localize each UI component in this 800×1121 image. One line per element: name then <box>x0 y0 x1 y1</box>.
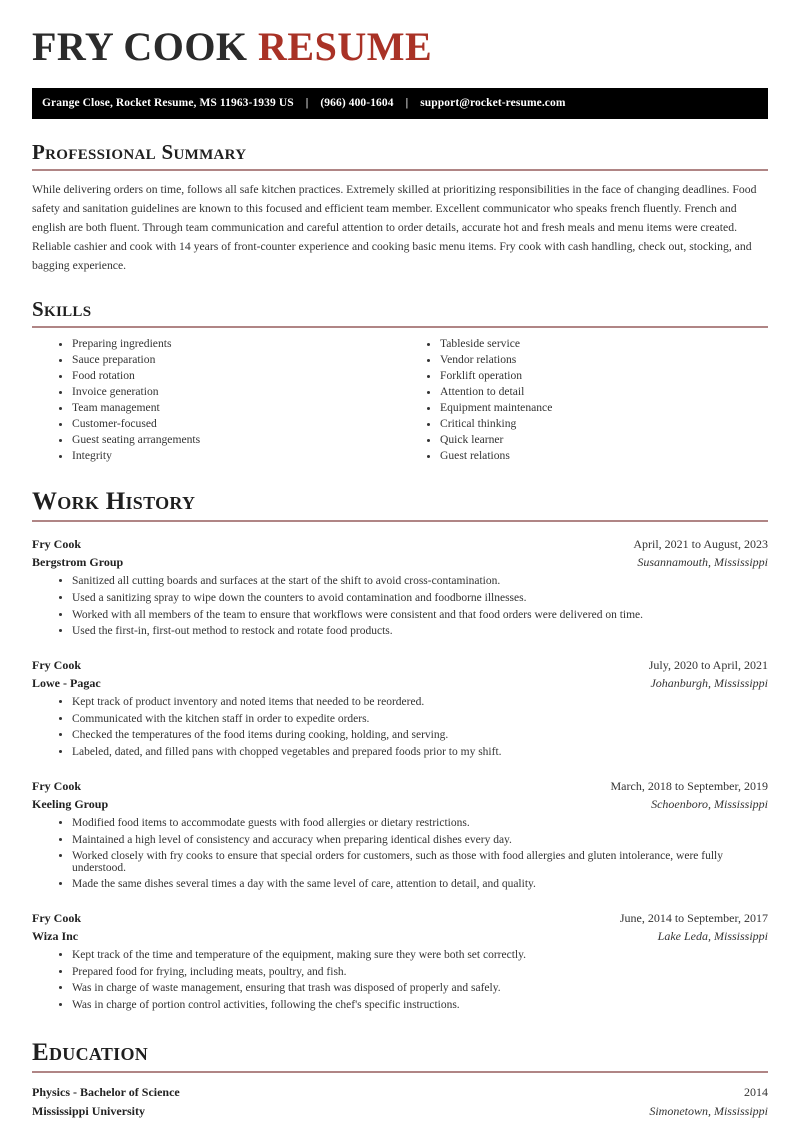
job-title: Fry Cook <box>32 537 81 552</box>
job-subheader-row <box>32 553 768 571</box>
job-bullet-list <box>32 950 768 1017</box>
list-item: • Worked closely with fry cooks to ensure that special orders for customers, such as those with food allergies and gluten intolerance, were fully understood. <box>72 851 768 879</box>
job-company: Bergstrom Group <box>32 555 124 570</box>
education-location: Simonetown, Mississippi <box>649 1103 768 1118</box>
skills-columns <box>32 338 768 466</box>
job-company: Wiza Inc <box>32 929 79 944</box>
job-bullet-list <box>32 697 768 764</box>
list-item: • Tableside service <box>440 338 768 354</box>
skills-column-right <box>400 338 768 466</box>
list-item: • Labeled, dated, and filled pans with chopped vegetables and prepared foods prior to my shift. <box>72 747 768 764</box>
contact-address: Grange Close, Rocket Resume, MS 11963-1939 US <box>42 97 294 109</box>
job-title: Fry Cook <box>32 778 81 793</box>
list-item: • Maintained a high level of consistency and accuracy when preparing identical dishes every day. <box>72 835 768 852</box>
job-subheader-row <box>32 674 768 692</box>
list-item: • Guest seating arrangements <box>72 434 400 450</box>
list-item: • Invoice generation <box>72 386 400 402</box>
job-title: Fry Cook <box>32 911 81 926</box>
section-divider <box>32 520 768 522</box>
job-header-row <box>32 777 768 795</box>
section-heading-skills: Skills <box>32 296 92 321</box>
job-dates: July, 2020 to April, 2021 <box>648 658 768 673</box>
job-entry <box>32 535 768 643</box>
list-item: • Guest relations <box>440 450 768 466</box>
section-divider <box>32 326 768 328</box>
title-accent: RESUME <box>258 24 433 69</box>
list-item: • Critical thinking <box>440 418 768 434</box>
list-item: • Worked with all members of the team to ensure that workflows were consistent and that food orders were delivered on time. <box>72 610 768 627</box>
list-item: • Food rotation <box>72 370 400 386</box>
title-primary: FRY COOK <box>32 24 248 69</box>
job-company: Lowe - Pagac <box>32 676 101 691</box>
contact-separator-2: | <box>405 97 409 109</box>
list-item: • Kept track of the time and temperature of the equipment, making sure they were both set correctly. <box>72 950 768 967</box>
section-professional-summary <box>32 141 768 276</box>
list-item: • Modified food items to accommodate guests with food allergies or dietary restrictions. <box>72 818 768 835</box>
job-bullet-list <box>32 576 768 643</box>
contact-separator-1: | <box>305 97 309 109</box>
education-year: 2014 <box>744 1085 768 1100</box>
list-item: • Used the first-in, first-out method to restock and rotate food products. <box>72 626 768 643</box>
education-entry <box>32 1083 768 1120</box>
section-skills <box>32 298 768 466</box>
list-item: • Customer-focused <box>72 418 400 434</box>
education-school: Mississippi University <box>32 1103 146 1118</box>
list-item: • Made the same dishes several times a day with the same level of care, attention to detail, and quality. <box>72 879 768 896</box>
section-heading-education: Education <box>32 1038 149 1066</box>
list-item: • Sauce preparation <box>72 354 400 370</box>
section-divider <box>32 169 768 171</box>
job-header-row <box>32 909 768 927</box>
section-heading-summary: Professional Summary <box>32 140 247 164</box>
section-heading-work-history: Work History <box>32 487 196 515</box>
skills-list-right <box>422 338 768 466</box>
list-item: • Was in charge of portion control activities, following the chef's specific instructions. <box>72 1000 768 1017</box>
list-item: • Checked the temperatures of the food items during cooking, holding, and serving. <box>72 730 768 747</box>
list-item: • Kept track of product inventory and noted items that needed to be reordered. <box>72 697 768 714</box>
job-bullet-list <box>32 818 768 896</box>
list-item: • Communicated with the kitchen staff in order to expedite orders. <box>72 714 768 731</box>
job-location: Susannamouth, Mississippi <box>637 555 768 570</box>
section-education <box>32 1039 768 1121</box>
job-dates: June, 2014 to September, 2017 <box>619 911 768 926</box>
skills-column-left <box>32 338 400 466</box>
job-subheader-row <box>32 927 768 945</box>
list-item: • Attention to detail <box>440 386 768 402</box>
list-item: • Team management <box>72 402 400 418</box>
job-title: Fry Cook <box>32 658 81 673</box>
job-dates: April, 2021 to August, 2023 <box>633 537 768 552</box>
list-item: • Preparing ingredients <box>72 338 400 354</box>
section-divider <box>32 1071 768 1073</box>
job-location: Lake Leda, Mississippi <box>657 929 768 944</box>
job-subheader-row <box>32 795 768 813</box>
summary-text: While delivering orders on time, follows all safe kitchen practices. Extremely skilled at prioritizing responsibilities in the face of changing deadlines. Food safety and sanitation guidelines are known to this focused and efficient team member. Excellent communicator who speaks french fluently. French and english are both fluent. Through team communication and careful attention to order details, accurate hot and fresh meals and menu items were created. Reliable cashier and cook with 14 years of front-counter experience and cooking basic menu items. Fry cook with cash handling, check out, stocking, and bagging experience. <box>32 183 757 272</box>
section-work-history <box>32 488 768 1017</box>
page-title <box>32 26 768 68</box>
job-entry <box>32 777 768 896</box>
contact-email[interactable]: support@rocket-resume.com <box>420 97 566 109</box>
job-entry <box>32 656 768 764</box>
job-entry <box>32 909 768 1017</box>
list-item: • Prepared food for frying, including meats, poultry, and fish. <box>72 967 768 984</box>
list-item: • Vendor relations <box>440 354 768 370</box>
job-location: Schoenboro, Mississippi <box>651 796 768 811</box>
contact-bar <box>32 88 768 119</box>
list-item: • Sanitized all cutting boards and surfaces at the start of the shift to avoid cross-contamination. <box>72 576 768 593</box>
list-item: • Was in charge of waste management, ensuring that trash was disposed of properly and safely. <box>72 983 768 1000</box>
job-location: Johanburgh, Mississippi <box>650 676 768 691</box>
list-item: • Equipment maintenance <box>440 402 768 418</box>
job-dates: March, 2018 to September, 2019 <box>610 778 768 793</box>
contact-phone[interactable]: (966) 400-1604 <box>320 97 394 109</box>
list-item: • Integrity <box>72 450 400 466</box>
education-degree: Physics - Bachelor of Science <box>32 1085 180 1100</box>
list-item: • Used a sanitizing spray to wipe down the counters to avoid contamination and foodborne illnesses. <box>72 593 768 610</box>
education-header-row <box>32 1083 768 1102</box>
list-item: • Quick learner <box>440 434 768 450</box>
job-header-row <box>32 535 768 553</box>
skills-list-left <box>54 338 400 466</box>
education-subheader-row <box>32 1102 768 1121</box>
job-header-row <box>32 656 768 674</box>
job-company: Keeling Group <box>32 796 109 811</box>
list-item: • Forklift operation <box>440 370 768 386</box>
